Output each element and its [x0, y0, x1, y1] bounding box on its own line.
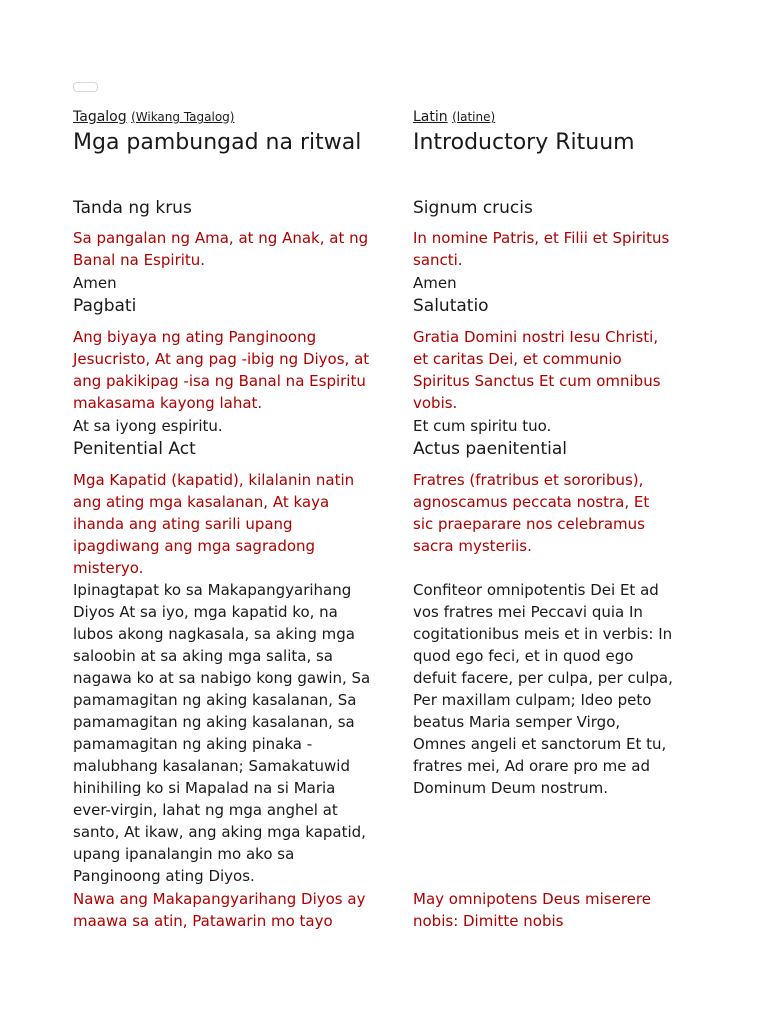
sign-text: In nomine Patris, et Filii et Spiritus sancti. — [413, 229, 670, 269]
section-title: Introductory Rituum — [413, 130, 635, 155]
confiteor-text: Confiteor omnipotentis Dei Et ad vos fratres mei Peccavi quia In cogitationibus meis et in verbis: In quod ego feci, et in quod ego defuit facere, per culpa, per culpa, Per maxillam culpam; Ideo peto beatus Maria semper Virgo, Omnes angeli et sanctorum Et tu, fratres mei, Ad orare pro me ad Dominum Deum nostrum. — [413, 581, 673, 797]
language-link[interactable]: Tagalog — [73, 109, 127, 125]
absolution-text: Nawa ang Makapangyarihang Diyos ay maawa sa atin, Patawarin mo tayo — [73, 890, 366, 930]
greeting-response: At sa iyong espiritu. — [73, 417, 223, 435]
greeting-response: Et cum spiritu tuo. — [413, 417, 552, 435]
sign-heading: Tanda ng krus — [73, 198, 192, 218]
section-title: Mga pambungad na ritwal — [73, 130, 362, 155]
language-label — [413, 108, 673, 126]
greeting-heading: Pagbati — [73, 296, 137, 316]
greeting-text: Ang biyaya ng ating Panginoong Jesucristo, At ang pag -ibig ng Diyos, at ang pakikipag -isa ng Banal na Espiritu makasama kayong lahat. — [73, 328, 370, 412]
language-link[interactable]: Latin — [413, 109, 448, 125]
greeting-text: Gratia Domini nostri Iesu Christi, et caritas Dei, et communio Spiritus Sanctus Et cum omnibus vobis. — [413, 328, 661, 412]
language-label — [73, 108, 373, 126]
latin-column — [413, 108, 673, 930]
confiteor-text: Ipinagtapat ko sa Makapangyarihang Diyos At sa iyo, mga kapatid ko, na lubos akong nagkasala, sa aking mga saloobin at sa aking mga salita, sa nagawa ko at sa nabigo kong gawin, Sa pamamagitan ng aking kasalanan, Sa pamamagitan ng aking kasalanan, sa pamamagitan ng aking pinaka - malubhang kasalanan; Samakatuwid hinihiling ko si Mapalad na si Maria ever-virgin, lahat ng mga anghel at santo, At ikaw, ang aking mga kapatid, upang ipanalangin mo ako sa Panginoong ating Diyos. — [73, 581, 371, 885]
sign-heading: Signum crucis — [413, 198, 533, 218]
amen-response: Amen — [73, 274, 117, 292]
language-native-link[interactable]: (Wikang Tagalog) — [131, 110, 235, 124]
penitential-heading: Actus paenitential — [413, 439, 567, 459]
penitential-text: Mga Kapatid (kapatid), kilalanin natin ang ating mga kasalanan, At kaya ihanda ang ating sarili upang ipagdiwang ang mga sagradong misteryo. — [73, 471, 355, 577]
penitential-heading: Penitential Act — [73, 439, 196, 459]
penitential-text: Fratres (fratribus et sororibus), agnoscamus peccata nostra, Et sic praeparare nos celebramus sacra mysteriis. — [413, 471, 650, 555]
amen-response: Amen — [413, 274, 457, 292]
tagalog-column — [73, 108, 373, 930]
toolbar-button[interactable] — [73, 82, 98, 92]
absolution-text: May omnipotens Deus miserere nobis: Dimitte nobis — [413, 890, 651, 930]
language-native-link[interactable]: (latine) — [452, 110, 496, 124]
greeting-heading: Salutatio — [413, 296, 489, 316]
sign-text: Sa pangalan ng Ama, at ng Anak, at ng Banal na Espiritu. — [73, 229, 369, 269]
